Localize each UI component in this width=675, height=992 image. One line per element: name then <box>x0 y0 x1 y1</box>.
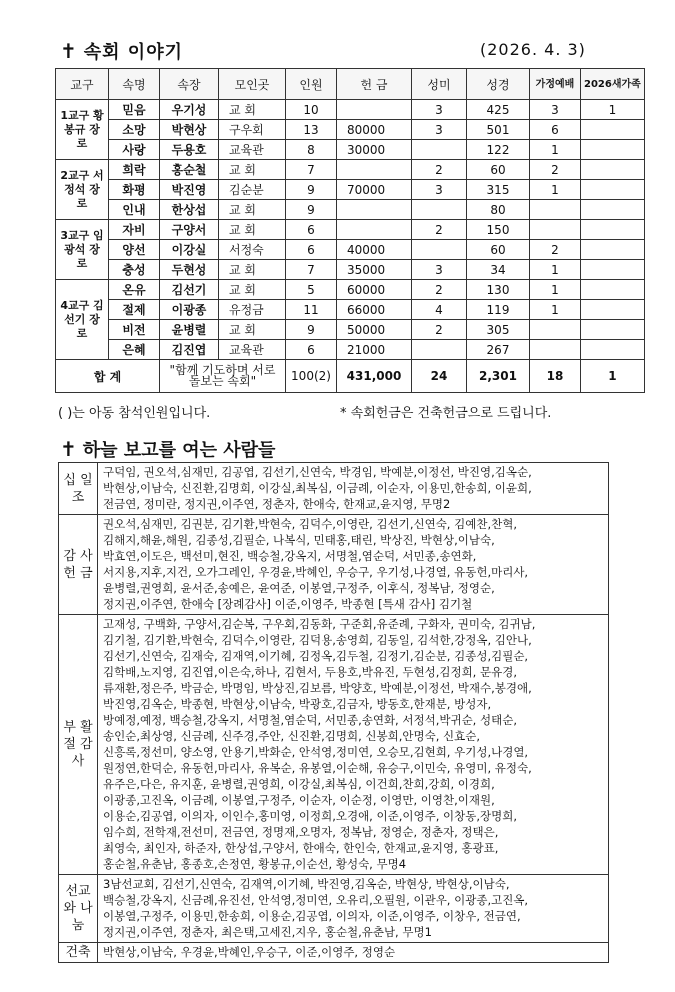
table-row <box>56 140 645 160</box>
table-cell: 인내 <box>109 200 160 220</box>
name-line: 김해지,해윤,해원, 김종성,김필순, 나복식, 민태홍,태린, 박상진, 박현상,이남숙, <box>103 533 495 547</box>
table-cell: 김선기 <box>160 280 219 300</box>
table-cell: 9 <box>286 320 337 340</box>
table-cell <box>412 140 467 160</box>
table-row <box>56 100 645 120</box>
offering-note: * 속회헌금은 건축헌금으로 드립니다. <box>340 406 552 421</box>
table-row <box>56 180 645 200</box>
table-cell: 교육관 <box>219 140 286 160</box>
table-cell: 70000 <box>337 180 412 200</box>
table-header-row <box>56 69 645 100</box>
name-line: 이봉열,구정주, 이용민,한송희, 이용순,김공엽, 이의자, 이준,이영주, 이창우, 전금연, <box>103 909 521 923</box>
offering-row <box>59 463 609 515</box>
table-cell: 35000 <box>337 260 412 280</box>
table-cell: 2 <box>530 240 581 260</box>
table-cell: 11 <box>286 300 337 320</box>
name-line: 최영숙, 최인자, 하준자, 한상섭,구양서, 한애숙, 한인숙, 한재교,윤지영, 홍광표, <box>103 841 499 855</box>
column-header: 속장 <box>160 69 219 100</box>
table-cell: 119 <box>467 300 530 320</box>
table-cell: 화평 <box>109 180 160 200</box>
table-cell: 3 <box>412 260 467 280</box>
table-cell <box>337 200 412 220</box>
table-cell <box>412 240 467 260</box>
table-cell: 1 <box>530 260 581 280</box>
table-cell: 이광종 <box>160 300 219 320</box>
table-cell: 교 회 <box>219 220 286 240</box>
table-cell: 34 <box>467 260 530 280</box>
total-new: 1 <box>581 360 645 393</box>
table-row <box>56 280 645 300</box>
offering-names <box>98 943 609 963</box>
district-cell: 2교구 서정석 장로 <box>56 160 109 220</box>
table-cell: 4 <box>412 300 467 320</box>
name-line: 류재환,정은주, 박금순, 박명임, 박상진,김보름, 박양호, 박예분,이정선, 박재수,봉경애, <box>103 681 532 695</box>
table-cell: 김진엽 <box>160 340 219 360</box>
table-cell: 13 <box>286 120 337 140</box>
column-header: 성경 <box>467 69 530 100</box>
table-cell <box>337 220 412 240</box>
table-cell: 3 <box>412 120 467 140</box>
table-cell: 교 회 <box>219 100 286 120</box>
total-offering: 431,000 <box>337 360 412 393</box>
table-cell: 구우회 <box>219 120 286 140</box>
offering-row <box>59 943 609 963</box>
table-cell: 절제 <box>109 300 160 320</box>
table-cell: 교 회 <box>219 260 286 280</box>
table-cell: 2 <box>412 220 467 240</box>
table-cell <box>581 220 645 240</box>
table-cell: 구양서 <box>160 220 219 240</box>
table-cell: 5 <box>286 280 337 300</box>
column-header: 인원 <box>286 69 337 100</box>
column-header: 헌 금 <box>337 69 412 100</box>
section-title-meetings <box>60 38 183 64</box>
table-row <box>56 300 645 320</box>
offering-row <box>59 875 609 943</box>
table-cell <box>530 340 581 360</box>
table-cell <box>530 320 581 340</box>
column-header: 교구 <box>56 69 109 100</box>
name-line: 구덕임, 권오석,심재민, 김공엽, 김선기,신연숙, 박경임, 박예분,이정선, 박진영,김옥순, <box>103 465 532 479</box>
name-line: 3남선교회, 김선기,신연숙, 김재역,이기혜, 박진영,김옥순, 박현상, 박현상,이남숙, <box>103 877 510 891</box>
table-cell: 130 <box>467 280 530 300</box>
name-line: 원정연,한덕순, 유동헌,마리사, 유복순, 유봉열,이순해, 유승구,이민숙, 유영미, 유정숙, <box>103 761 532 775</box>
table-cell: 80 <box>467 200 530 220</box>
table-cell: 6 <box>286 240 337 260</box>
column-header: 가정예배 <box>530 69 581 100</box>
table-cell: 2 <box>412 320 467 340</box>
name-line: 박진영,김옥순, 박종현, 박현상,이남숙, 박광호,김금자, 방동호,한재분, 방성자, <box>103 697 492 711</box>
table-cell: 믿음 <box>109 100 160 120</box>
name-line: 김학배,노지영, 김진엽,이은숙,하나, 김현서, 두용호,박유진, 두현성,김정희, 문유경, <box>103 665 517 679</box>
table-cell: 자비 <box>109 220 160 240</box>
table-cell: 두용호 <box>160 140 219 160</box>
name-line: 박현상,이남숙, 우경윤,박혜인,우승구, 이준,이영주, 정영순 <box>103 945 396 959</box>
table-cell <box>530 220 581 240</box>
table-cell <box>337 160 412 180</box>
table-cell: 유정금 <box>219 300 286 320</box>
district-cell: 4교구 김선기 장로 <box>56 280 109 360</box>
table-cell: 교 회 <box>219 160 286 180</box>
name-line: 김기철, 김기환,박현숙, 김덕수,이영란, 김덕용,송영희, 김동일, 김석한,강정옥, 김안나, <box>103 633 532 647</box>
table-cell: 66000 <box>337 300 412 320</box>
table-cell: 소망 <box>109 120 160 140</box>
table-cell: 60000 <box>337 280 412 300</box>
table-row <box>56 220 645 240</box>
table-row <box>56 260 645 280</box>
name-line: 정지권,이주연, 정춘자, 최은택,고세진,지우, 홍순철,유춘남, 무명1 <box>103 925 432 939</box>
offering-names <box>98 463 609 515</box>
table-cell: 7 <box>286 260 337 280</box>
table-cell: 김순분 <box>219 180 286 200</box>
table-cell <box>581 140 645 160</box>
offering-names <box>98 875 609 943</box>
name-line: 이용순,김공엽, 이의자, 이인수,홍미영, 이정희,오경애, 이준,이영주, 이창동,장명희, <box>103 809 517 823</box>
total-bible: 2,301 <box>467 360 530 393</box>
table-cell: 1 <box>581 100 645 120</box>
section2-title: 하늘 보고를 여는 사람들 <box>82 440 276 461</box>
table-row <box>56 340 645 360</box>
table-cell: 267 <box>467 340 530 360</box>
table-cell: 우기성 <box>160 100 219 120</box>
name-line: 백승철,강옥지, 신금례,유진선, 안석영,정미연, 오유리,오필원, 이관우, 이광종,고진옥, <box>103 893 529 907</box>
table-cell: 8 <box>286 140 337 160</box>
table-cell <box>337 100 412 120</box>
table-row <box>56 240 645 260</box>
table-cell <box>530 200 581 220</box>
name-line: 송인순,최상영, 신금례, 신주경,주안, 신진환,김명희, 신봉희,안명숙, 신효순, <box>103 729 480 743</box>
column-header: 2026새가족 <box>581 69 645 100</box>
table-cell: 두현성 <box>160 260 219 280</box>
cell-group-table <box>55 68 645 393</box>
table-body <box>56 100 645 393</box>
table-cell <box>412 340 467 360</box>
table-cell: 희락 <box>109 160 160 180</box>
table-cell: 홍순철 <box>160 160 219 180</box>
name-line: 방예정,예정, 백승철,강옥지, 서명철,염순덕, 서민종,송연화, 서정석,박귀순, 성태순, <box>103 713 517 727</box>
total-label: 합 계 <box>56 360 160 393</box>
table-cell: 10 <box>286 100 337 120</box>
table-cell: 1 <box>530 180 581 200</box>
table-cell: 3 <box>412 100 467 120</box>
table-cell: 9 <box>286 200 337 220</box>
total-row <box>56 360 645 393</box>
name-line: 서지용,지후,지건, 오가그레인, 우경윤,박혜인, 우승구, 우기성,나경열, 유동헌,마리사, <box>103 565 529 579</box>
table-cell: 박현상 <box>160 120 219 140</box>
offering-list-table <box>58 462 609 963</box>
table-cell: 80000 <box>337 120 412 140</box>
table-cell: 150 <box>467 220 530 240</box>
table-cell: 1 <box>530 280 581 300</box>
table-cell: 305 <box>467 320 530 340</box>
table-cell <box>581 160 645 180</box>
table-cell: 122 <box>467 140 530 160</box>
table-cell: 1 <box>530 300 581 320</box>
table-cell: 1 <box>530 140 581 160</box>
table-cell: 40000 <box>337 240 412 260</box>
table-cell: 2 <box>412 160 467 180</box>
offering-category: 건축 <box>59 943 98 963</box>
name-line: 전금연, 정미란, 정지권,이주연, 정춘자, 한애숙, 한재교,윤지영, 무명2 <box>103 497 451 511</box>
table-row <box>56 160 645 180</box>
table-cell <box>581 300 645 320</box>
table-cell: 서정숙 <box>219 240 286 260</box>
cross-icon: ✝ <box>60 437 77 461</box>
name-line: 고재성, 구백화, 구양서,김순복, 구우회,김동화, 구준회,유준례, 구화자, 권미숙, 김귀남, <box>103 617 536 631</box>
name-line: 박현상,이남숙, 신진환,김명희, 이강실,최복심, 이금례, 이순자, 이용민,한송희, 이윤희, <box>103 481 532 495</box>
table-cell: 60 <box>467 240 530 260</box>
name-line: 임수희, 전학재,전선미, 전금연, 정명재,오명자, 정복남, 정영순, 정춘자, 정택은, <box>103 825 499 839</box>
offering-names <box>98 615 609 875</box>
total-quote: "함께 기도하며 서로 돌보는 속회" <box>160 360 286 393</box>
total-rice: 24 <box>412 360 467 393</box>
table-cell <box>581 180 645 200</box>
total-family: 18 <box>530 360 581 393</box>
table-cell: 양선 <box>109 240 160 260</box>
table-cell: 6 <box>286 220 337 240</box>
table-cell: 이강실 <box>160 240 219 260</box>
district-cell: 3교구 임광석 장로 <box>56 220 109 280</box>
name-line: 권오석,심재민, 김권분, 김기환,박현숙, 김덕수,이영란, 김선기,신연숙, 김예찬,찬혁, <box>103 517 517 531</box>
table-cell: 6 <box>530 120 581 140</box>
table-cell: 9 <box>286 180 337 200</box>
page-title: 속회 이야기 <box>83 42 183 63</box>
table-cell: 교 회 <box>219 280 286 300</box>
offering-category: 십 일 조 <box>59 463 98 515</box>
table-cell: 교 회 <box>219 200 286 220</box>
column-header: 모인곳 <box>219 69 286 100</box>
offering-category: 선교 와 나눔 <box>59 875 98 943</box>
column-header: 성미 <box>412 69 467 100</box>
table-cell: 충성 <box>109 260 160 280</box>
table-cell: 비전 <box>109 320 160 340</box>
table-cell: 온유 <box>109 280 160 300</box>
offering-category: 부 활 절 감 사 <box>59 615 98 875</box>
name-line: 박효연,이도은, 백선미,현진, 백승철,강옥지, 서명철,염순덕, 서민종,송연화, <box>103 549 477 563</box>
table-cell <box>581 340 645 360</box>
table-cell: 501 <box>467 120 530 140</box>
children-note: ( )는 아동 참석인원입니다. <box>58 406 211 421</box>
table-cell <box>581 120 645 140</box>
table-cell <box>581 260 645 280</box>
table-cell: 3 <box>530 100 581 120</box>
section-title-givers <box>60 436 275 462</box>
name-line: 유주은,다은, 유지훈, 윤병렬,권영희, 이강실,최복심, 이건희,찬희,강희, 이경희, <box>103 777 495 791</box>
name-line: 홍순철,유춘남, 홍종호,손정연, 황봉규,이순선, 황성숙, 무명4 <box>103 857 407 871</box>
table-cell: 박진영 <box>160 180 219 200</box>
table-cell: 60 <box>467 160 530 180</box>
name-line: 김선기,신연숙, 김재숙, 김재역,이기혜, 김정옥,김두철, 김정기,김순분, 김종성,김필순, <box>103 649 529 663</box>
table-cell: 윤병렬 <box>160 320 219 340</box>
table-row <box>56 200 645 220</box>
table-cell: 30000 <box>337 140 412 160</box>
table-row <box>56 120 645 140</box>
table-cell <box>581 200 645 220</box>
column-header: 속명 <box>109 69 160 100</box>
name-line: 정지권,이주연, 한애숙 [장례감사] 이준,이영주, 박종현 [특새 감사] 김기철 <box>103 597 473 611</box>
offering-list-body <box>59 463 609 963</box>
table-cell: 2 <box>412 280 467 300</box>
table-cell <box>581 280 645 300</box>
offering-row <box>59 615 609 875</box>
table-cell: 교육관 <box>219 340 286 360</box>
table-cell: 315 <box>467 180 530 200</box>
table-row <box>56 320 645 340</box>
table-cell: 21000 <box>337 340 412 360</box>
table-cell: 교 회 <box>219 320 286 340</box>
bulletin-date: (2026. 4. 3) <box>480 40 586 59</box>
table-cell: 3 <box>412 180 467 200</box>
offering-category: 감 사 헌 금 <box>59 515 98 615</box>
name-line: 이광종,고진옥, 이금례, 이봉열,구정주, 이순자, 이순정, 이영만, 이영찬,이재원, <box>103 793 495 807</box>
table-cell: 50000 <box>337 320 412 340</box>
table-cell: 7 <box>286 160 337 180</box>
table-cell <box>581 320 645 340</box>
total-people: 100(2) <box>286 360 337 393</box>
table-cell <box>581 240 645 260</box>
district-cell: 1교구 황봉규 장로 <box>56 100 109 160</box>
name-line: 윤병렬,권영희, 윤서준,송예은, 윤여준, 이봉열,구정주, 이후식, 정복남, 정영순, <box>103 581 495 595</box>
offering-names <box>98 515 609 615</box>
table-cell: 2 <box>530 160 581 180</box>
name-line: 신흥록,정선미, 양소영, 안용기,박화순, 안석영,정미연, 오승모,김현희, 우기성,나경열, <box>103 745 529 759</box>
cross-icon: ✝ <box>60 39 78 63</box>
table-cell: 425 <box>467 100 530 120</box>
table-cell <box>412 200 467 220</box>
table-cell: 한상섭 <box>160 200 219 220</box>
table-cell: 은혜 <box>109 340 160 360</box>
table-cell: 6 <box>286 340 337 360</box>
offering-row <box>59 515 609 615</box>
table-cell: 사랑 <box>109 140 160 160</box>
